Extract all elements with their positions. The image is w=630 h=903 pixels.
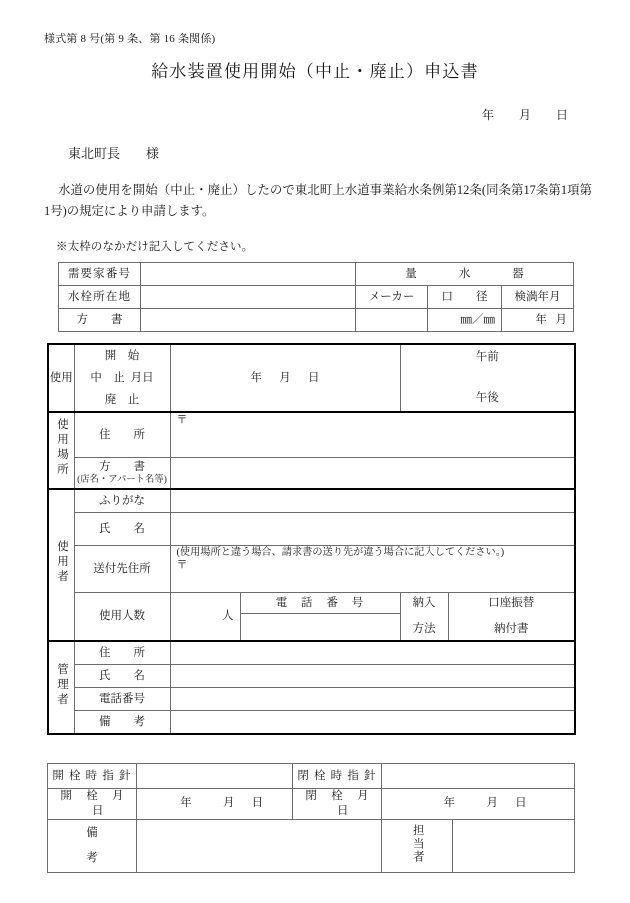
manager-address-label: 住 所: [74, 641, 170, 665]
table-row: [59, 286, 574, 309]
usage-month-label: 月: [279, 371, 291, 384]
table-row: [48, 665, 575, 688]
open-day-label: 日: [251, 797, 264, 810]
customer-number-field[interactable]: [141, 263, 356, 286]
office-remarks-label: [48, 819, 137, 872]
user-furigana-field[interactable]: [170, 489, 575, 513]
place-address-label: 住 所: [74, 412, 170, 458]
tap-location-field[interactable]: [141, 286, 356, 309]
table-row: [48, 489, 575, 513]
place-building-label: [74, 458, 170, 490]
manager-address-field[interactable]: [170, 641, 575, 665]
manager-phone-field[interactable]: [170, 688, 575, 711]
date-day-label: 日: [555, 108, 568, 122]
close-date-field[interactable]: [382, 789, 575, 820]
manager-name-label: 氏 名: [74, 665, 170, 688]
manager-name-field[interactable]: [170, 665, 575, 688]
table-row: [48, 641, 575, 665]
usage-am-option[interactable]: 午前: [475, 351, 499, 363]
manager-section-label: [48, 641, 74, 734]
open-year-label: 年: [180, 797, 192, 810]
user-mailing-label: 送付先住所: [74, 546, 170, 593]
open-reading-label: 開 栓 時 指 針: [48, 764, 137, 789]
close-date-label: 閉 栓 月 日: [293, 789, 382, 820]
meter-caliber-field[interactable]: [428, 309, 502, 332]
open-date-field[interactable]: [137, 789, 293, 820]
table-row: [48, 711, 575, 735]
manager-remarks-field[interactable]: [170, 711, 575, 735]
usage-group-label: 使用: [48, 367, 74, 389]
table-row: [48, 412, 575, 458]
open-reading-field[interactable]: [137, 764, 293, 789]
place-section-label-text: 使用場所: [56, 418, 68, 478]
application-date-line: [482, 106, 568, 123]
user-phone-label: 電 話 番 号: [240, 593, 400, 614]
user-furigana-label: ふりがな: [74, 489, 170, 513]
manager-section-label-text: 管理者: [56, 662, 68, 708]
table-row: [48, 593, 575, 614]
staff-field[interactable]: [453, 819, 575, 872]
open-date-label: 開 栓 月 日: [48, 789, 137, 820]
expiry-year-label: 年: [535, 313, 547, 326]
table-row: [48, 513, 575, 546]
close-day-label: 日: [515, 797, 527, 810]
meter-maker-label: メーカー: [356, 286, 428, 309]
meter-group-header: 量 水 器: [356, 263, 574, 286]
close-reading-label: 閉 栓 時 指 針: [293, 764, 382, 789]
payment-method-label: [400, 593, 448, 642]
staff-label-text: 担当者: [411, 823, 424, 864]
building-name-label: 方 書: [59, 309, 141, 332]
meter-caliber-label: 口 径: [428, 286, 502, 309]
payment-label-bottom: 方法: [412, 622, 436, 635]
office-remarks-label-bottom: 考: [86, 851, 98, 864]
user-people-field[interactable]: [170, 593, 240, 642]
place-building-field[interactable]: [170, 458, 575, 490]
usage-date-suffix: 月日: [130, 371, 154, 384]
usage-date-field[interactable]: [170, 344, 400, 412]
usage-day-label: 日: [308, 371, 320, 384]
expiry-month-label: 月: [555, 313, 567, 326]
table-row: [48, 764, 575, 789]
date-month-label: 月: [518, 108, 531, 122]
payment-label-top: 納入: [412, 597, 436, 609]
building-name-field[interactable]: [141, 309, 356, 332]
customer-number-label: 需要家番号: [59, 263, 141, 286]
user-people-label: 使用人数: [74, 593, 170, 642]
place-section-label: [48, 412, 74, 489]
page-title: 給水装置使用開始（中止・廃止）申込書: [151, 62, 479, 81]
table-row: [48, 458, 575, 490]
usage-ampm-field[interactable]: [400, 344, 575, 412]
table-row: [59, 263, 574, 286]
usage-option-abolish[interactable]: 廃 止: [74, 389, 170, 412]
fill-in-note: ※太枠のなかだけ記入してください。: [56, 240, 254, 253]
caliber-unit: ㎜／㎜: [460, 313, 495, 326]
user-section-label-text: 使用者: [56, 540, 68, 585]
manager-phone-label: 電話番号: [74, 688, 170, 711]
tap-location-label: 水栓所在地: [59, 286, 141, 309]
usage-date-group-spacer: [48, 344, 74, 367]
close-reading-field[interactable]: [382, 764, 575, 789]
office-use-table: [47, 763, 575, 873]
user-name-label: 氏 名: [74, 513, 170, 546]
table-row: [48, 546, 575, 593]
close-month-label: 月: [486, 797, 498, 810]
place-building-label-text: 方 書: [99, 461, 145, 474]
office-remarks-field[interactable]: [137, 819, 382, 872]
table-row: [48, 688, 575, 711]
payment-option-transfer[interactable]: 口座振替: [488, 597, 535, 609]
table-row: [59, 309, 574, 332]
body-text: 水道の使用を開始（中止・廃止）したので東北町上水道事業給水条例第12条(同条第17条第1項第1号)の規定により申請します。: [44, 183, 592, 219]
staff-label: [382, 819, 453, 872]
meter-info-table: [58, 262, 574, 332]
usage-option-stop[interactable]: [74, 367, 170, 389]
postal-mark-icon: 〒: [176, 414, 188, 426]
meter-expiry-label: 検満年月: [502, 286, 574, 309]
addressee-honorific: 様: [146, 146, 160, 161]
close-year-label: 年: [443, 797, 456, 810]
manager-remarks-label: 備 考: [74, 711, 170, 735]
meter-expiry-field[interactable]: [502, 309, 574, 332]
table-row: [48, 819, 575, 872]
office-remarks-label-top: 備: [86, 826, 98, 839]
usage-year-label: 年: [250, 371, 262, 384]
open-month-label: 月: [223, 797, 235, 810]
payment-options: [448, 593, 575, 642]
user-phone-field[interactable]: [240, 614, 400, 642]
postal-mark-icon: 〒: [176, 558, 188, 571]
addressee-name: 東北町長: [68, 146, 121, 161]
addressee: [68, 143, 159, 162]
user-section-label: [48, 489, 74, 641]
usage-pm-option[interactable]: 午後: [475, 392, 499, 405]
table-row: [48, 344, 575, 367]
usage-option-start[interactable]: 開 始: [74, 344, 170, 367]
usage-date-group-spacer-2: [48, 389, 74, 412]
main-form-table: [47, 343, 576, 735]
meter-maker-field[interactable]: [356, 309, 428, 332]
table-row: [48, 789, 575, 820]
date-year-label: 年: [481, 108, 494, 122]
user-mailing-field[interactable]: [170, 546, 575, 593]
usage-option-stop-label: 中 止: [90, 371, 125, 384]
place-address-field[interactable]: [170, 412, 575, 458]
user-mailing-note: (使用場所と違う場合、請求書の送り先が違う場合に記入してください。): [176, 547, 505, 558]
place-building-sublabel: (店名・アパート名等): [77, 475, 167, 486]
payment-option-invoice[interactable]: 納付書: [494, 622, 529, 635]
people-unit: 人: [222, 610, 234, 623]
user-name-field[interactable]: [170, 513, 575, 546]
form-number: 様式第 8 号(第 9 条、第 16 条関係): [44, 33, 216, 45]
